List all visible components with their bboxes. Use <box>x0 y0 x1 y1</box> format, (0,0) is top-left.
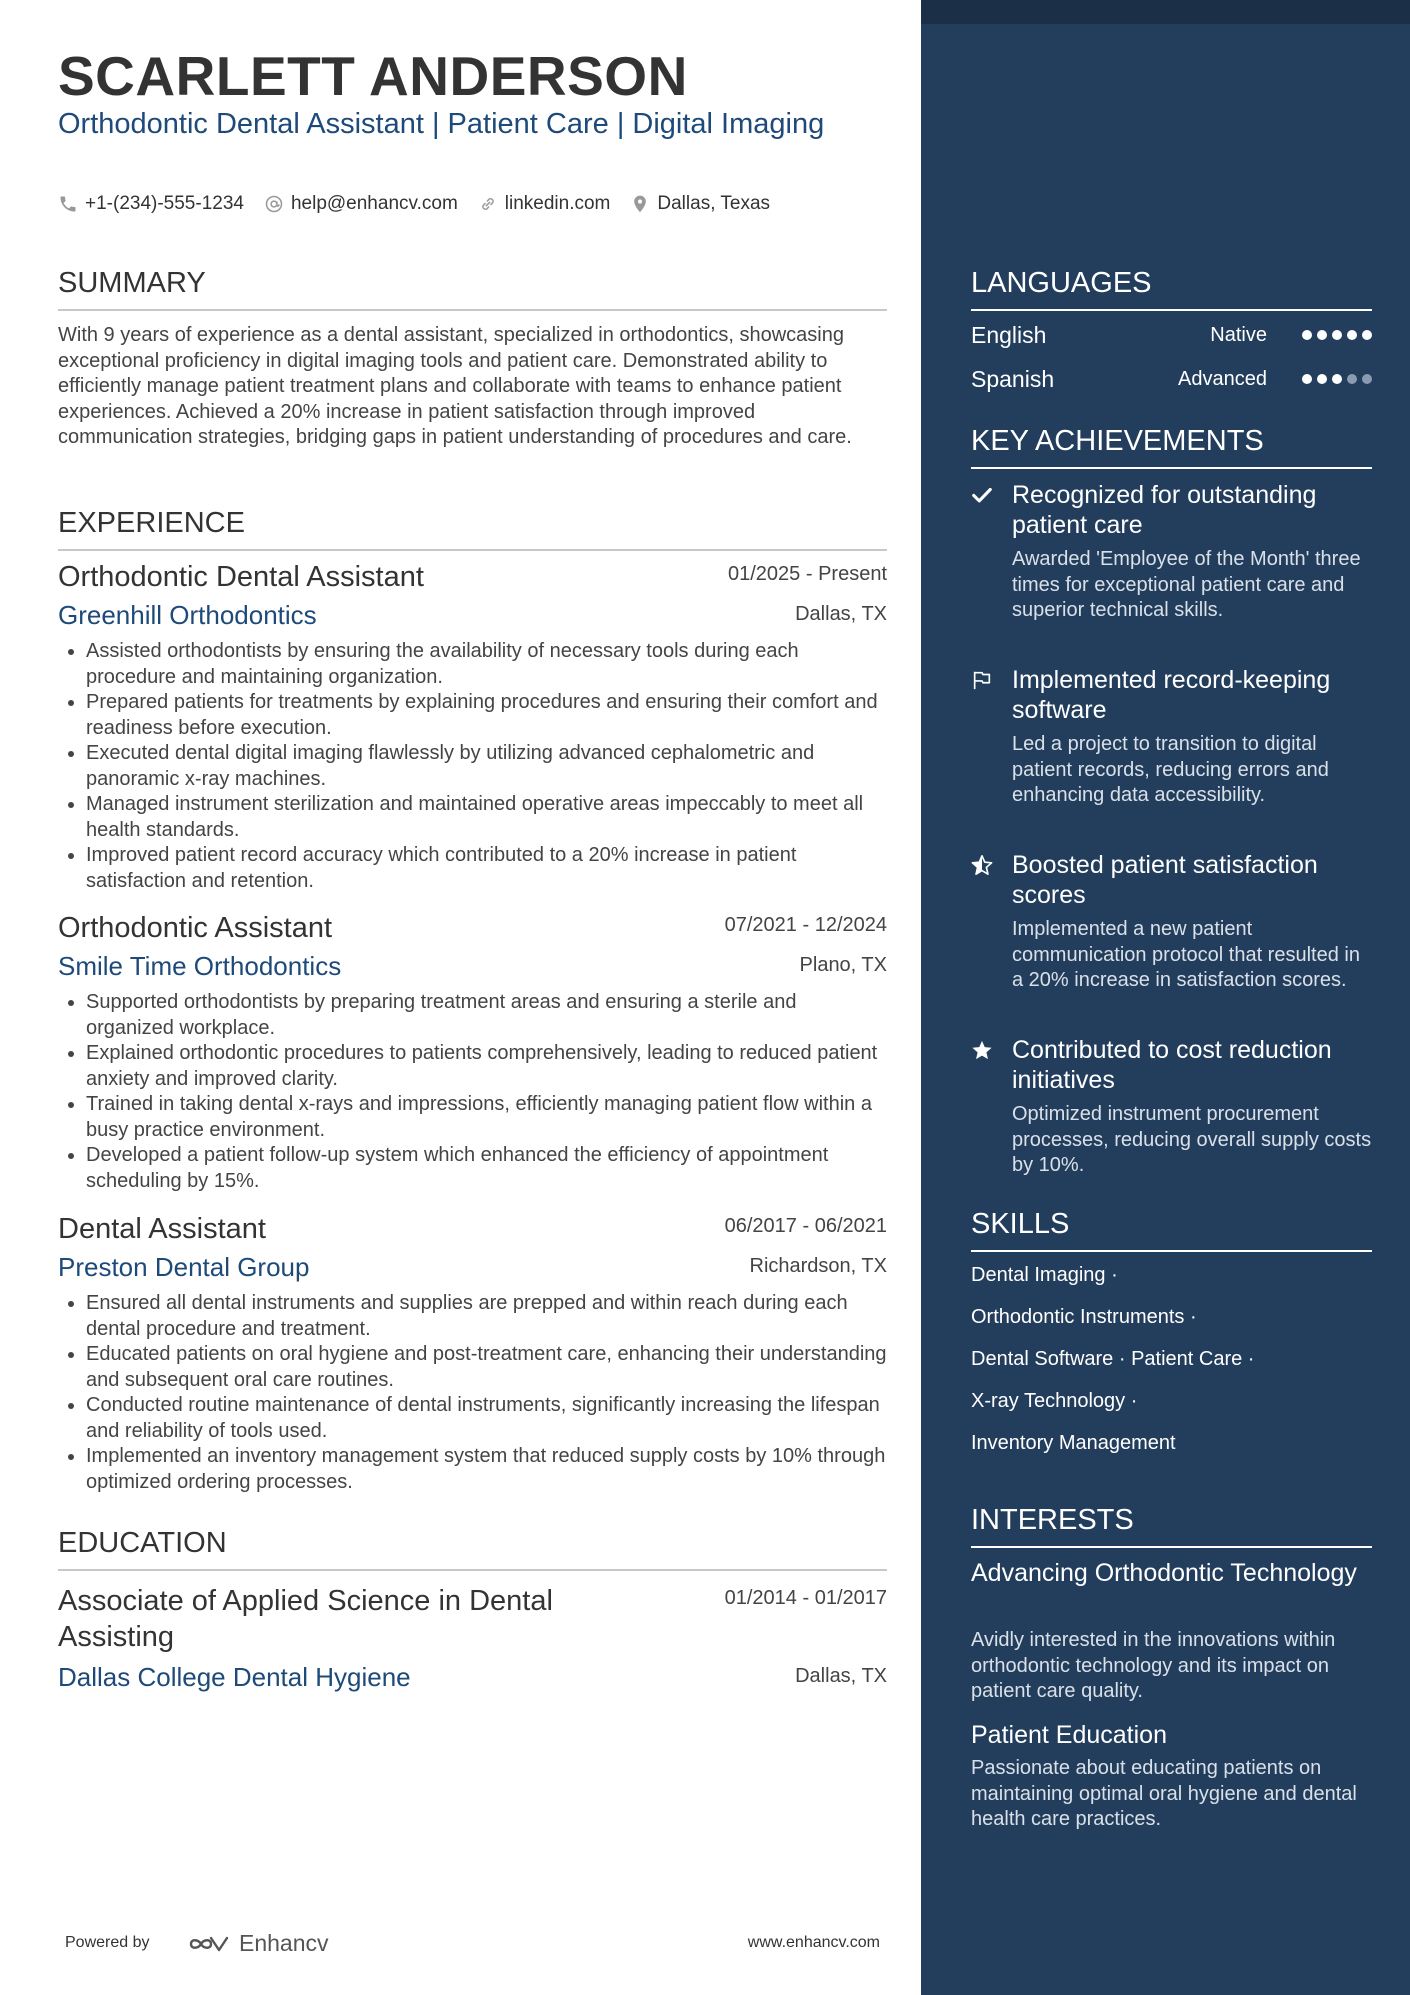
powered-by-label: Powered by <box>65 1934 150 1951</box>
skill-line <box>971 1432 1176 1455</box>
job-bullet: • Implemented an inventory management system that reduced supply costs by 10% through optimized ordering processes. <box>86 1444 887 1495</box>
job-location: Richardson, TX <box>749 1255 887 1277</box>
skill-line <box>971 1306 1197 1329</box>
contact-location <box>630 193 770 215</box>
job-bullet: • Prepared patients for treatments by explaining procedures and ensuring their comfort and readiness before execution. <box>86 690 887 741</box>
job-bullet: • Ensured all dental instruments and supplies are prepped and within reach during each dental procedure and treatment. <box>86 1291 887 1342</box>
job-bullets <box>58 990 887 1194</box>
skill-line <box>971 1390 1137 1413</box>
achievements-heading: KEY ACHIEVEMENTS <box>971 423 1372 469</box>
skill-item: Dental Software <box>971 1348 1114 1370</box>
phone-icon <box>58 194 78 214</box>
headline: Orthodontic Dental Assistant | Patient Care | Digital Imaging <box>58 108 825 140</box>
skill-separator: · <box>1105 1264 1118 1286</box>
skill-item: X-ray Technology <box>971 1390 1126 1412</box>
language-level: Native <box>1210 324 1267 346</box>
email-text: help@enhancv.com <box>290 193 458 214</box>
link-icon <box>478 194 498 214</box>
language-name: English <box>971 322 1047 348</box>
job-bullet: • Supported orthodontists by preparing treatment areas and ensuring a sterile and organized workplace. <box>86 990 887 1041</box>
experience-item <box>58 910 887 1194</box>
job-title: Orthodontic Dental Assistant <box>58 561 424 593</box>
job-bullets <box>58 1291 887 1495</box>
rating-dot-filled <box>1302 330 1312 340</box>
location-icon <box>630 194 650 214</box>
job-bullet: • Conducted routine maintenance of dental instruments, significantly increasing the lifespan and reliability of tools used. <box>86 1393 887 1444</box>
education-dates: 01/2014 - 01/2017 <box>724 1587 887 1609</box>
email-icon <box>264 194 284 214</box>
candidate-name: SCARLETT ANDERSON <box>58 45 688 107</box>
education-heading: EDUCATION <box>58 1525 887 1571</box>
achievement-description: Led a project to transition to digital patient records, reducing errors and enhancing data accessibility. <box>1012 733 1329 806</box>
languages-heading: LANGUAGES <box>971 265 1372 311</box>
job-company: Preston Dental Group <box>58 1252 310 1282</box>
job-bullet: • Trained in taking dental x-rays and impressions, efficiently managing patient flow within a busy practice environment. <box>86 1092 887 1143</box>
job-dates: 01/2025 - Present <box>728 563 887 585</box>
job-bullet: • Executed dental digital imaging flawlessly by utilizing advanced cephalometric and panoramic x-ray machines. <box>86 741 887 792</box>
language-name: Spanish <box>971 366 1055 392</box>
rating-dot-filled <box>1302 374 1312 384</box>
phone-text: +1-(234)-555-1234 <box>85 193 244 214</box>
rating-dot-filled <box>1362 330 1372 340</box>
job-location: Plano, TX <box>799 954 887 976</box>
flag-icon <box>971 669 993 691</box>
rating-dot-filled <box>1317 330 1327 340</box>
interest-description: Passionate about educating patients on maintaining optimal oral hygiene and dental health care practices. <box>971 1757 1357 1830</box>
experience-item <box>58 1211 887 1495</box>
skill-separator: · <box>1242 1348 1255 1370</box>
language-rating <box>1297 374 1372 384</box>
job-company: Greenhill Orthodontics <box>58 600 317 630</box>
linkedin-text: linkedin.com <box>504 193 611 214</box>
contact-phone[interactable] <box>58 193 244 215</box>
education-item <box>58 1583 887 1701</box>
experience-heading: EXPERIENCE <box>58 505 887 551</box>
contact-bar <box>58 193 790 215</box>
contact-email[interactable] <box>264 193 458 215</box>
language-level: Advanced <box>1178 368 1267 390</box>
job-bullet: • Managed instrument sterilization and maintained operative areas impeccably to meet all health standards. <box>86 792 887 843</box>
sidebar <box>921 0 1410 1995</box>
language-row <box>971 366 1372 398</box>
skill-separator: · <box>1125 1390 1138 1412</box>
rating-dot-filled <box>1347 330 1357 340</box>
achievement-description: Implemented a new patient communication protocol that resulted in a 20% increase in satisfaction scores. <box>1012 918 1360 991</box>
interest-title: Advancing Orthodontic Technology <box>971 1559 1357 1587</box>
skill-item: Dental Imaging <box>971 1264 1106 1286</box>
sidebar-top-band <box>921 0 1410 24</box>
language-rating <box>1297 330 1372 340</box>
star-icon <box>971 1039 993 1061</box>
interest-title: Patient Education <box>971 1721 1167 1749</box>
rating-dot-filled <box>1317 374 1327 384</box>
job-bullet: • Assisted orthodontists by ensuring the availability of necessary tools during each procedure and maintaining organization. <box>86 639 887 690</box>
skill-item: Orthodontic Instruments <box>971 1306 1185 1328</box>
interest-description: Avidly interested in the innovations within orthodontic technology and its impact on patient care quality. <box>971 1629 1336 1702</box>
job-company: Smile Time Orthodontics <box>58 951 342 981</box>
job-location: Dallas, TX <box>795 603 887 625</box>
summary-text: With 9 years of experience as a dental assistant, specialized in orthodontics, showcasing exceptional proficiency in digital imaging tools and patient care. Demonstrated ability to efficiently manage patient treatment plans and collaborate with teams to enhance patient experiences. Achieved a 20% increase in patient satisfaction through improved communication strategies, bridging gaps in patient understanding of procedures and care. <box>58 324 852 448</box>
achievement-title: Contributed to cost reduction initiatives <box>1012 1036 1332 1094</box>
rating-dot-empty <box>1362 374 1372 384</box>
website-link[interactable]: www.enhancv.com <box>747 1934 880 1951</box>
rating-dot-filled <box>1332 374 1342 384</box>
school-location: Dallas, TX <box>795 1665 887 1687</box>
job-bullets <box>58 639 887 894</box>
job-bullet: • Educated patients on oral hygiene and post-treatment care, enhancing their understanding and subsequent oral care routines. <box>86 1342 887 1393</box>
half-star-icon <box>971 854 993 876</box>
skill-item: Patient Care <box>1131 1348 1243 1370</box>
job-dates: 07/2021 - 12/2024 <box>724 914 887 936</box>
checkmark-icon <box>971 484 993 506</box>
job-title: Dental Assistant <box>58 1213 266 1245</box>
achievement-title: Implemented record-keeping software <box>1012 666 1331 724</box>
achievement-description: Awarded 'Employee of the Month' three times for exceptional patient care and superior technical skills. <box>1012 548 1361 621</box>
interests-heading: INTERESTS <box>971 1502 1372 1548</box>
language-row <box>971 322 1372 354</box>
summary-heading: SUMMARY <box>58 265 887 311</box>
enhancv-logo[interactable] <box>185 1930 329 1957</box>
school-name: Dallas College Dental Hygiene <box>58 1662 411 1692</box>
location-text: Dallas, Texas <box>657 193 771 214</box>
achievement-title: Boosted patient satisfaction scores <box>1012 851 1318 909</box>
contact-linkedin[interactable] <box>478 193 611 215</box>
rating-dot-filled <box>1332 330 1342 340</box>
rating-dot-empty <box>1347 374 1357 384</box>
job-dates: 06/2017 - 06/2021 <box>724 1215 887 1237</box>
footer <box>65 1930 880 1960</box>
skill-line <box>971 1264 1118 1287</box>
achievement-title: Recognized for outstanding patient care <box>1012 481 1317 539</box>
job-title: Orthodontic Assistant <box>58 912 333 944</box>
degree-title: Associate of Applied Science in Dental Assisting <box>58 1585 553 1653</box>
achievement-description: Optimized instrument procurement processes, reducing overall supply costs by 10%. <box>1012 1103 1372 1176</box>
brand-name: Enhancv <box>239 1930 329 1956</box>
job-bullet: • Explained orthodontic procedures to patients comprehensively, leading to reduced patient anxiety and improved clarity. <box>86 1041 887 1092</box>
skill-item: Inventory Management <box>971 1432 1176 1454</box>
skill-separator: · <box>1113 1348 1132 1370</box>
skills-heading: SKILLS <box>971 1206 1372 1252</box>
experience-item <box>58 559 887 894</box>
job-bullet: • Improved patient record accuracy which contributed to a 20% increase in patient satisfaction and retention. <box>86 843 887 894</box>
enhancv-logo-icon <box>185 1932 233 1956</box>
skill-separator: · <box>1184 1306 1197 1328</box>
job-bullet: • Developed a patient follow-up system which enhanced the efficiency of appointment scheduling by 15%. <box>86 1143 887 1194</box>
skill-line <box>971 1348 1254 1371</box>
